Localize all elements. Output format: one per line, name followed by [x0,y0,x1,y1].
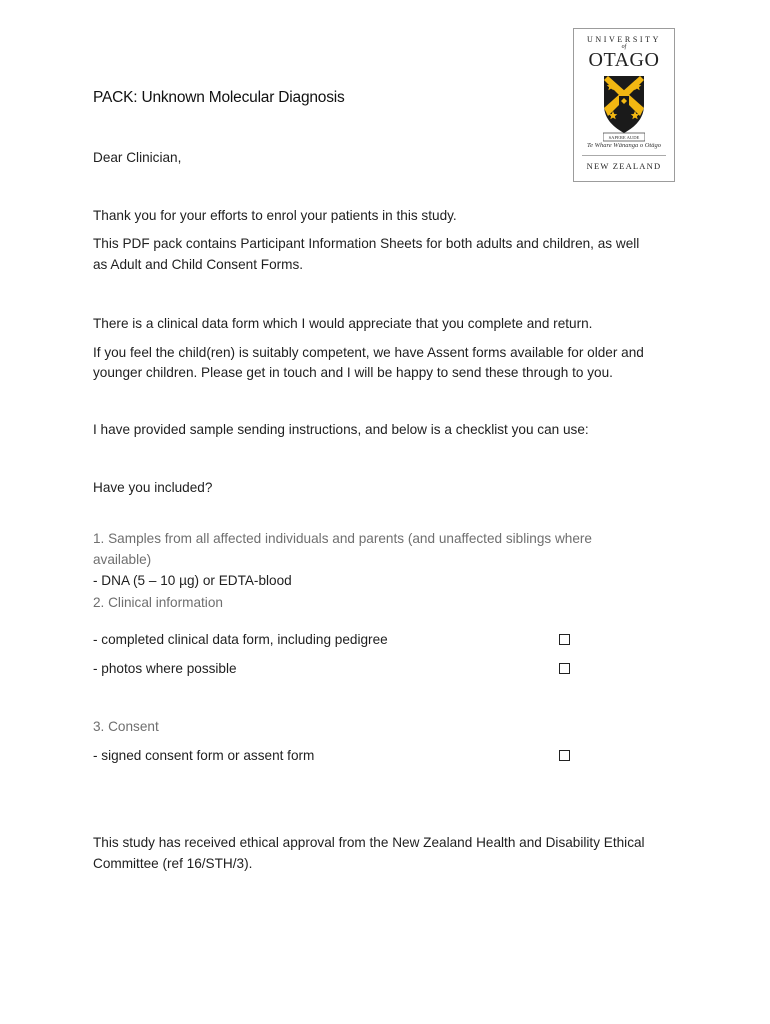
ethics-line2: Committee (ref 16/STH/3). [93,856,253,871]
consent-item: - signed consent form or assent form [93,748,315,763]
page-title: PACK: Unknown Molecular Diagnosis [93,89,345,106]
thanks-paragraph: Thank you for your efforts to enrol your patients in this study. [93,208,457,223]
logo-maori-text: Te Whare Wānanga o Otāgo [587,142,661,149]
logo-divider [582,155,666,156]
samples-heading-line2: available) [93,552,152,567]
pack-paragraph-line1: This PDF pack contains Participant Information Sheets for both adults and children, as well [93,236,640,251]
checkbox-consent-form[interactable] [559,750,570,761]
logo-scroll-text: SAPERE AUDE [608,135,640,140]
assent-paragraph-line1: If you feel the child(ren) is suitably competent, we have Assent forms available for older and [93,345,644,360]
greeting: Dear Clinician, [93,150,182,165]
instructions-paragraph: I have provided sample sending instructions, and below is a checklist you can use: [93,422,589,437]
checkbox-photos[interactable] [559,663,570,674]
logo-country-text: NEW ZEALAND [586,161,662,171]
question-text: Have you included? [93,480,213,495]
logo-otago-text: OTAGO [588,49,660,71]
logo-of-text: of [621,44,627,50]
logo-university-text: UNIVERSITY [587,35,661,44]
clinical-item-data-form: - completed clinical data form, including pedigree [93,632,388,647]
samples-heading-line1: 1. Samples from all affected individuals and parents (and unaffected siblings where [93,531,592,546]
clinical-heading: 2. Clinical information [93,595,223,610]
checkbox-clinical-data-form[interactable] [559,634,570,645]
pack-paragraph-line2: as Adult and Child Consent Forms. [93,257,304,272]
dna-item: - DNA (5 – 10 µg) or EDTA-blood [93,573,292,588]
university-logo [573,28,675,182]
clinical-item-photos: - photos where possible [93,661,237,676]
consent-heading: 3. Consent [93,719,159,734]
clinical-form-paragraph: There is a clinical data form which I would appreciate that you complete and return. [93,316,593,331]
assent-paragraph-line2: younger children. Please get in touch and I will be happy to send these through to you. [93,365,613,380]
crest-icon [603,75,645,143]
ethics-line1: This study has received ethical approval from the New Zealand Health and Disability Ethical [93,835,645,850]
